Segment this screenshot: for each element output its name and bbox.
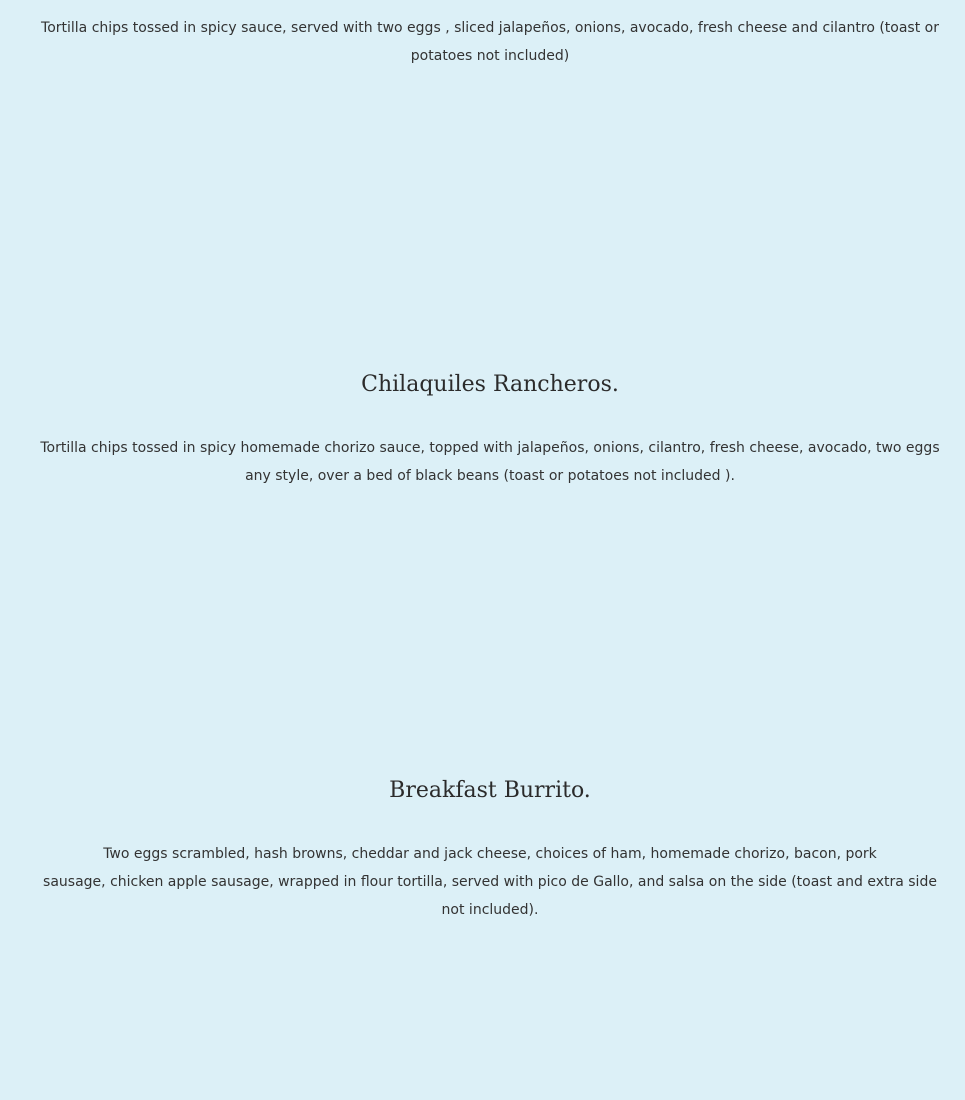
- menu-item-title: Chilaquiles Rancheros.: [361, 372, 619, 397]
- menu-item-description: Tortilla chips tossed in spicy sauce, served with two eggs , sliced jalapeños, onions, avocado, fresh cheese and cilantro (toast or potatoes not included): [41, 20, 939, 64]
- description-line: sausage, chicken apple sausage, wrapped in flour tortilla, served with pico de Gallo, and salsa on the side (toast and extra side not included).: [43, 874, 937, 918]
- menu-item-description: [0, 840, 965, 924]
- menu-item-description: Tortilla chips tossed in spicy homemade chorizo sauce, topped with jalapeños, onions, cilantro, fresh cheese, avocado, two eggs any style, over a bed of black beans (toast or potatoes not included ).: [40, 440, 940, 484]
- menu-item-title: Breakfast Burrito.: [389, 778, 591, 803]
- description-line: Two eggs scrambled, hash browns, cheddar and jack cheese, choices of ham, homemade chorizo, bacon, pork: [103, 846, 877, 862]
